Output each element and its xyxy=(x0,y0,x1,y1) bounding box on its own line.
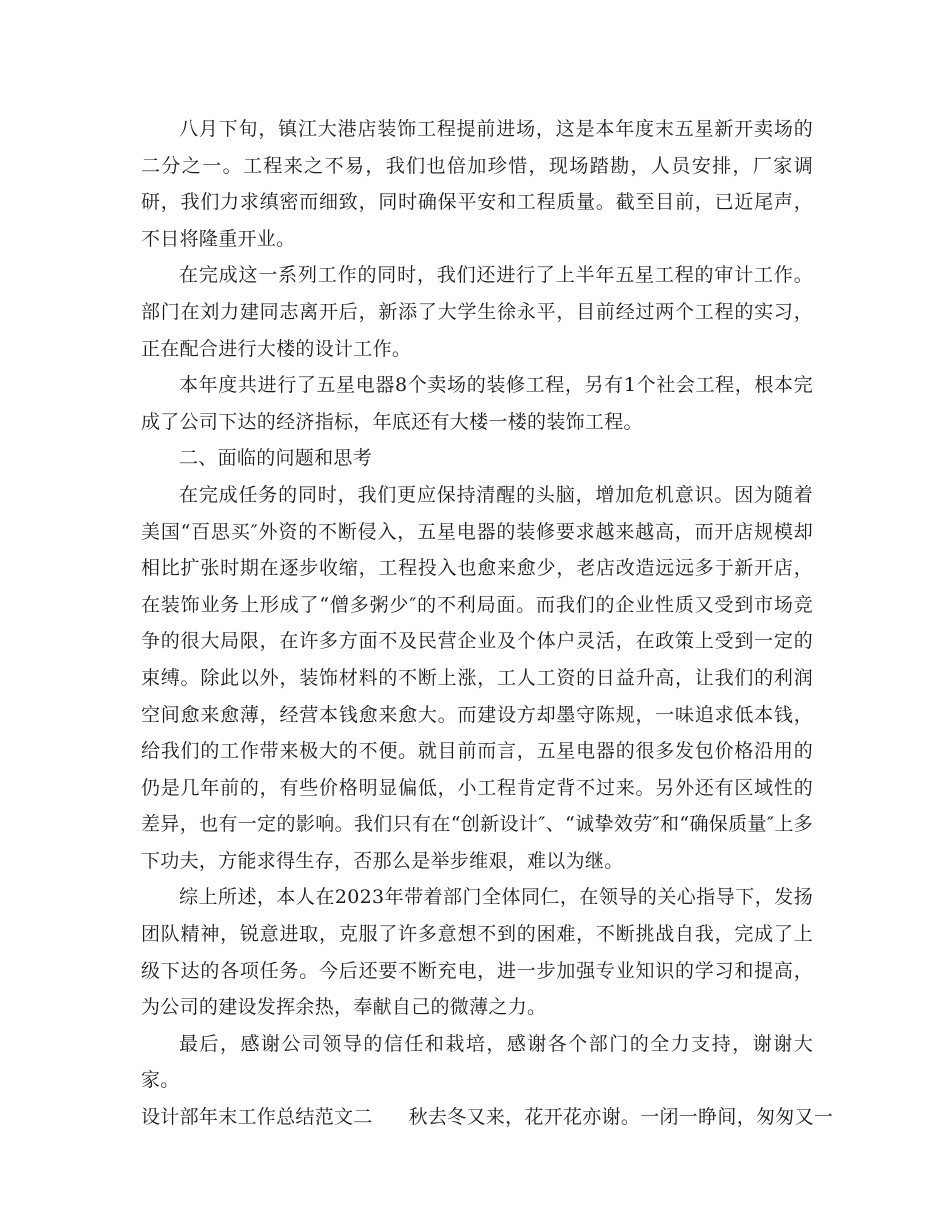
paragraph-2: 在完成这一系列工作的同时，我们还进行了上半年五星工程的审计工作。部门在刘力建同志离开后，新添了大学生徐永平，目前经过两个工程的实习，正在配合进行大楼的设计工作。 xyxy=(141,264,813,360)
next-article-line xyxy=(141,1099,834,1136)
paragraph-1: 八月下旬，镇江大港店装饰工程提前进场，这是本年度末五星新开卖场的二分之一。工程来之不易，我们也倍加珍惜，现场踏勘，人员安排，厂家调研，我们力求缜密而细致，同时确保平安和工程质量。截至目前，已近尾声，不日将隆重开业。 xyxy=(141,118,813,250)
section-heading: 二、面临的问题和思考 xyxy=(179,447,373,470)
next-article-title: 设计部年末工作总结范文二 xyxy=(141,1106,373,1129)
paragraph-4: 在完成任务的同时，我们更应保持清醒的头脑，增加危机意识。因为随着美国“百思买″外资的不断侵入，五星电器的装修要求越来越高，而开店规模却相比扩张时期在逐步收缩，工程投入也愈来愈少，老店改造远远多于新开店，在装饰业务上形成了“僧多粥少″的不利局面。而我们的企业性质又受到市场竞争的很大局限，在许多方面不及民营企业及个体户灵活，在政策上受到一定的束缚。除此以外，装饰材料的不断上涨，工人工资的日益升高，让我们的利润空间愈来愈薄，经营本钱愈来愈大。而建设方却墨守陈规，一味追求低本钱，给我们的工作带来极大的不便。就目前而言，五星电器的很多发包价格沿用的仍是几年前的，有些价格明显偏低，小工程肯定背不过来。另外还有区域性的差异，也有一定的影响。我们只有在“创新设计″、“诚挚效劳″和“确保质量″上多下功夫，方能求得生存，否那么是举步维艰，难以为继。 xyxy=(141,483,813,872)
paragraph-5: 综上所述，本人在2023年带着部门全体同仁，在领导的关心指导下，发扬团队精神，锐意进取，克服了许多意想不到的困难，不断挑战自我，完成了上级下达的各项任务。今后还要不断充电，进一步加强专业知识的学习和提高，为公司的建设发挥余热，奉献自己的微薄之力。 xyxy=(141,886,813,1019)
document-body xyxy=(141,111,834,1136)
paragraph-6: 最后，感谢公司领导的信任和栽培，感谢各个部门的全力支持，谢谢大家。 xyxy=(141,1032,813,1092)
next-article-opening: 秋去冬又来，花开花亦谢。一闭一睁间，匆匆又一 xyxy=(408,1106,834,1129)
paragraph-3: 本年度共进行了五星电器8个卖场的装修工程，另有1个社会工程，根本完成了公司下达的经济指标，年底还有大楼一楼的装饰工程。 xyxy=(141,374,813,433)
